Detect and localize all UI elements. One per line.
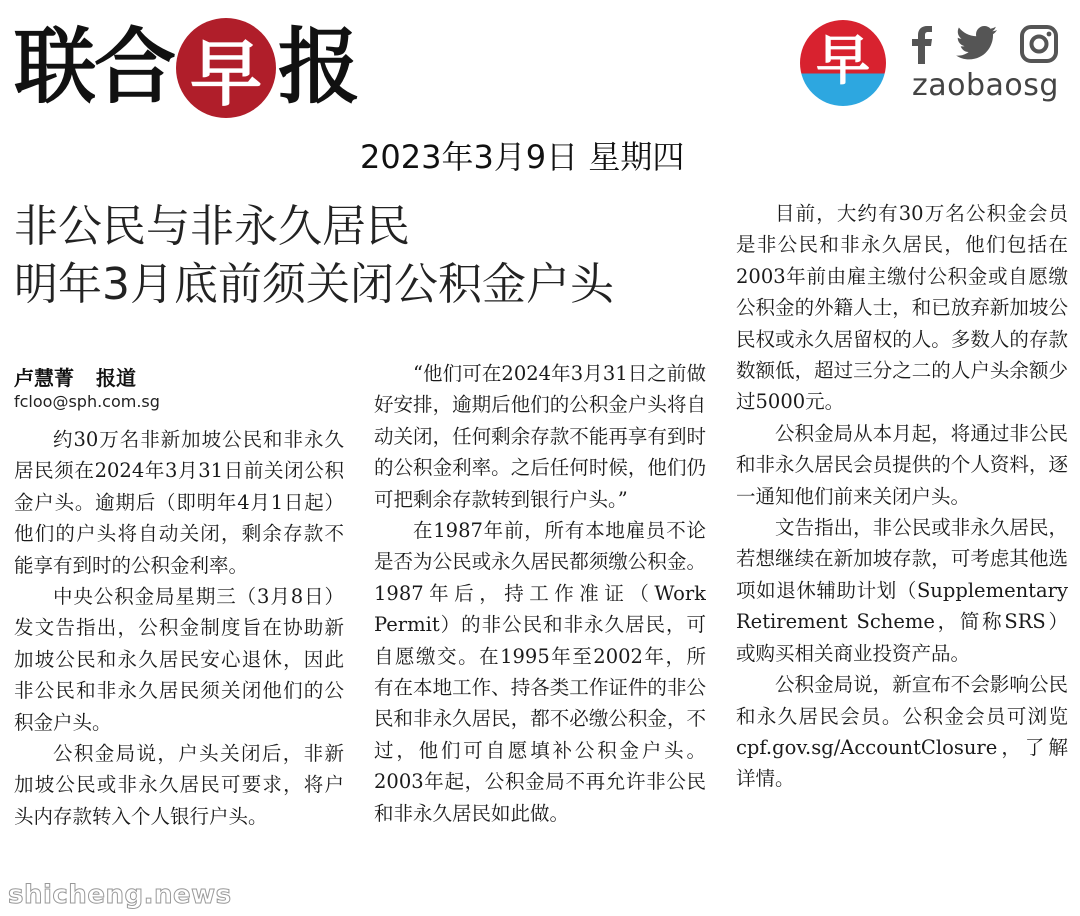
- article-column-3: [736, 198, 1068, 906]
- masthead-char-1: 联: [14, 20, 95, 115]
- paragraph: 公积金局说，户头关闭后，非新加坡公民或非永久居民可要求，将户头内存款转入个人银行户头。: [14, 742, 344, 828]
- social-handle: zaobaosg: [912, 68, 1059, 103]
- masthead-char-2: 合: [94, 20, 175, 115]
- paragraph: 在1987年前，所有本地雇员不论是否为公民或永久居民都须缴公积金。1987年后，持工作准证（Work Permit）的非公民和非永久居民，可自愿缴交。在1995年至2002年，所有在本地工作、持各类工作证件的非公民和非永久居民，都不必缴公积金，不过，他们可自愿填补公积金户头。2003年起，公积金局不再允许非公民和非永久居民如此做。: [374, 519, 706, 825]
- watermark: shicheng.news: [8, 880, 232, 910]
- twitter-icon[interactable]: [956, 26, 998, 62]
- masthead-char-4: 报: [278, 20, 359, 115]
- article-column-2: [374, 358, 706, 906]
- zaobao-logo-icon: [800, 20, 886, 106]
- paragraph: 公积金局从本月起，将通过非公民和非永久居民会员提供的个人资料，逐一通知他们前来关闭户头。: [736, 421, 1068, 508]
- byline-role: 报道: [96, 366, 136, 390]
- paragraph: 文告指出，非公民或非永久居民，若想继续在新加坡存款，可考虑其他选项如退休辅助计划（Supplementary Retirement Scheme，简称SRS）或购买相关商业投资产品。: [736, 516, 1068, 665]
- article-column-1: [14, 424, 344, 894]
- paragraph: 目前，大约有30万名公积金会员是非公民和非永久居民，他们包括在2003年前由雇主缴付公积金或自愿缴公积金的外籍人士，和已放弃新加坡公民权或永久居留权的人。多数人的存款数额低，超过三分之二的人户头余额少过5000元。: [736, 202, 1068, 414]
- issue-date: 2023年3月9日 星期四: [360, 138, 685, 176]
- byline-author: 卢慧菁: [14, 366, 74, 390]
- headline-line-1: 非公民与非永久居民: [14, 201, 410, 252]
- paragraph: 约30万名非新加坡公民和非永久居民须在2024年3月31日前关闭公积金户头。逾期后（即明年4月1日起）他们的户头将自动关闭，剩余存款不能享有到时的公积金利率。: [14, 428, 344, 577]
- paragraph: 公积金局说，新宣布不会影响公民和永久居民会员。公积金会员可浏览cpf.gov.sg/AccountClosure，了解详情。: [736, 673, 1068, 791]
- instagram-icon[interactable]: [1020, 25, 1058, 63]
- headline-line-2: 明年3月底前须关闭公积金户头: [14, 259, 614, 310]
- paragraph: “他们可在2024年3月31日之前做好安排，逾期后他们的公积金户头将自动关闭，任何剩余存款不能再享有到时的公积金利率。之后任何时候，他们仍可把剩余存款转到银行户头。”: [374, 362, 706, 511]
- logo-char: 早: [816, 29, 870, 92]
- headline: [14, 198, 734, 314]
- masthead-badge: 早: [176, 18, 276, 118]
- masthead-logo: [14, 18, 358, 118]
- facebook-icon[interactable]: [908, 24, 934, 64]
- byline: [14, 362, 136, 391]
- byline-email: fcloo@sph.com.sg: [14, 392, 160, 411]
- social-icons: [908, 24, 1058, 64]
- paragraph: 中央公积金局星期三（3月8日）发文告指出，公积金制度旨在协助新加坡公民和永久居民安心退休，因此非公民和非永久居民须关闭他们的公积金户头。: [14, 585, 344, 734]
